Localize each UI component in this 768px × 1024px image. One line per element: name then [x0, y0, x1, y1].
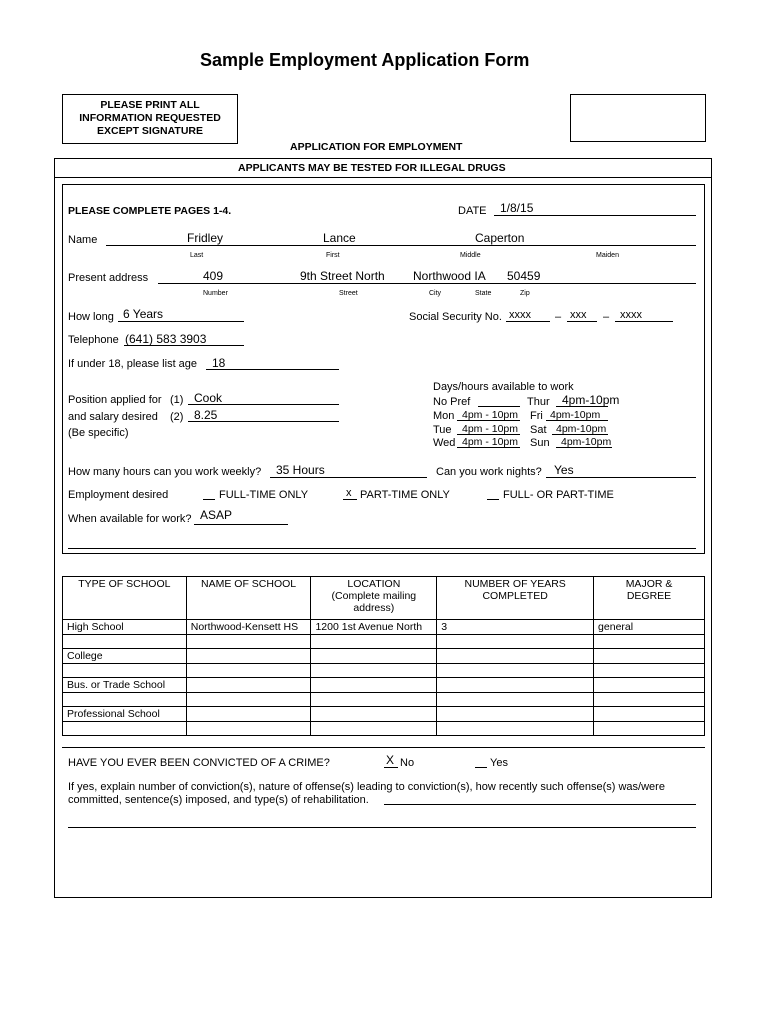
sub-maiden: Maiden — [596, 252, 619, 259]
years-cell[interactable]: 3 — [437, 620, 594, 635]
sub-city: City — [429, 290, 442, 297]
form-heading: APPLICATION FOR EMPLOYMENT — [290, 141, 463, 153]
years-cell[interactable] — [437, 649, 594, 664]
telephone-value[interactable]: (641) 583 3903 — [125, 332, 207, 346]
telephone-label: Telephone — [68, 334, 119, 346]
how-long-label: How long — [68, 311, 114, 323]
education-header-row — [63, 577, 705, 620]
position-num-2: (2) — [170, 411, 184, 423]
full-time-option[interactable]: FULL-TIME ONLY — [219, 489, 309, 501]
how-long-value[interactable]: 6 Years — [123, 307, 164, 321]
name-label: Name — [68, 234, 98, 246]
school-name-cell[interactable] — [186, 649, 311, 664]
day-sat: Sat — [530, 424, 547, 436]
location-cell[interactable]: 1200 1st Avenue North — [311, 620, 437, 635]
years-cell[interactable] — [437, 678, 594, 693]
date-label: DATE — [458, 205, 487, 217]
office-use-box — [570, 94, 706, 142]
ssn-part-3[interactable]: xxxx — [620, 309, 642, 321]
days-header: Days/hours available to work — [433, 381, 574, 393]
salary-value[interactable]: 8.25 — [194, 408, 218, 422]
employment-label: Employment desired — [68, 489, 169, 501]
available-label: When available for work? — [68, 513, 192, 525]
age-value[interactable]: 18 — [212, 356, 226, 370]
address-street-value[interactable]: 9th Street North — [300, 269, 385, 283]
type-cell: High School — [63, 620, 187, 635]
crime-explain-line-2: committed, sentence(s) imposed, and type(s) of rehabilitation. — [68, 794, 369, 806]
col-name-of-school: NAME OF SCHOOL — [186, 577, 311, 620]
print-notice-box — [62, 94, 238, 144]
ssn-part-1[interactable]: xxxx — [509, 309, 531, 321]
col-location: LOCATION (Complete mailing address) — [311, 577, 437, 620]
notice-line-2: INFORMATION REQUESTED — [79, 112, 221, 124]
full-or-part-option[interactable]: FULL- OR PART-TIME — [503, 489, 614, 501]
col-major-degree: MAJOR & DEGREE — [594, 577, 705, 620]
position-value[interactable]: Cook — [194, 391, 223, 405]
sub-zip: Zip — [520, 290, 530, 297]
table-row — [63, 620, 705, 635]
be-specific-label: (Be specific) — [68, 427, 129, 439]
crime-no-option[interactable]: No — [400, 757, 415, 769]
address-zip-value[interactable]: 50459 — [507, 269, 541, 283]
sub-street: Street — [339, 290, 358, 297]
available-value[interactable]: ASAP — [200, 508, 233, 522]
sub-state: State — [475, 290, 492, 297]
pages-note: PLEASE COMPLETE PAGES 1-4. — [68, 205, 232, 217]
part-time-mark[interactable]: x — [346, 487, 352, 499]
date-value[interactable]: 1/8/15 — [500, 201, 534, 215]
page-title: Sample Employment Application Form — [200, 50, 530, 70]
middle-name-value[interactable]: Caperton — [475, 231, 525, 245]
nights-value[interactable]: Yes — [554, 463, 574, 477]
location-cell[interactable] — [311, 707, 437, 722]
major-cell[interactable] — [594, 678, 705, 693]
part-time-option[interactable]: PART-TIME ONLY — [360, 489, 450, 501]
day-no-pref: No Pref — [433, 396, 471, 408]
day-wed: Wed — [433, 437, 456, 449]
notice-line-1: PLEASE PRINT ALL — [100, 99, 200, 111]
table-row — [63, 678, 705, 693]
salary-label: and salary desired — [68, 411, 158, 423]
age-label: If under 18, please list age — [68, 358, 198, 370]
nights-label: Can you work nights? — [436, 466, 542, 478]
day-fri: Fri — [530, 410, 543, 422]
hours-weekly-label: How many hours can you work weekly? — [68, 466, 262, 478]
tue-hours[interactable]: 4pm - 10pm — [462, 423, 519, 435]
day-sun: Sun — [530, 437, 550, 449]
thur-hours[interactable]: 4pm-10pm — [562, 393, 620, 407]
sat-hours[interactable]: 4pm-10pm — [556, 423, 607, 435]
sub-first: First — [326, 252, 340, 259]
major-cell[interactable]: general — [594, 620, 705, 635]
last-name-value[interactable]: Fridley — [187, 231, 224, 245]
col-years-completed: NUMBER OF YEARS COMPLETED — [437, 577, 594, 620]
wed-hours[interactable]: 4pm - 10pm — [462, 436, 519, 448]
sub-number: Number — [203, 290, 228, 297]
crime-yes-option[interactable]: Yes — [490, 757, 508, 769]
day-mon: Mon — [433, 410, 455, 422]
crime-no-mark[interactable]: X — [386, 753, 395, 767]
hours-weekly-value[interactable]: 35 Hours — [276, 463, 325, 477]
table-row — [63, 707, 705, 722]
sub-middle: Middle — [460, 252, 481, 259]
position-label: Position applied for — [68, 394, 162, 406]
major-cell[interactable] — [594, 707, 705, 722]
type-cell: Bus. or Trade School — [63, 678, 187, 693]
years-cell[interactable] — [437, 707, 594, 722]
fri-hours[interactable]: 4pm-10pm — [550, 409, 601, 421]
ssn-label: Social Security No. — [409, 311, 502, 323]
position-num-1: (1) — [170, 394, 184, 406]
crime-explain-line-1: If yes, explain number of conviction(s), nature of offense(s) leading to conviction(s), how recently such offense(s) was/were — [68, 781, 665, 793]
notice-line-3: EXCEPT SIGNATURE — [97, 125, 203, 137]
type-cell: Professional School — [63, 707, 187, 722]
ssn-part-2[interactable]: xxx — [570, 309, 587, 321]
mon-hours[interactable]: 4pm - 10pm — [462, 409, 519, 421]
table-row — [63, 649, 705, 664]
ssn-dash-1: – — [555, 311, 562, 323]
school-name-cell[interactable] — [186, 678, 311, 693]
sub-last: Last — [190, 252, 204, 259]
education-table — [62, 576, 705, 736]
first-name-value[interactable]: Lance — [323, 231, 356, 245]
address-number-value[interactable]: 409 — [203, 269, 224, 283]
school-name-cell[interactable]: Northwood-Kensett HS — [186, 620, 311, 635]
type-cell: College — [63, 649, 187, 664]
col-type-of-school: TYPE OF SCHOOL — [63, 577, 187, 620]
location-cell[interactable] — [311, 678, 437, 693]
address-city-state-value[interactable]: Northwood IA — [413, 269, 486, 283]
major-cell[interactable] — [594, 649, 705, 664]
address-label: Present address — [68, 272, 149, 284]
crime-question: HAVE YOU EVER BEEN CONVICTED OF A CRIME? — [68, 757, 330, 769]
sun-hours[interactable]: 4pm-10pm — [561, 436, 612, 448]
school-name-cell[interactable] — [186, 707, 311, 722]
location-cell[interactable] — [311, 649, 437, 664]
day-thur: Thur — [527, 396, 550, 408]
day-tue: Tue — [433, 424, 452, 436]
drug-test-notice: APPLICANTS MAY BE TESTED FOR ILLEGAL DRUGS — [238, 162, 506, 174]
ssn-dash-2: – — [603, 311, 610, 323]
